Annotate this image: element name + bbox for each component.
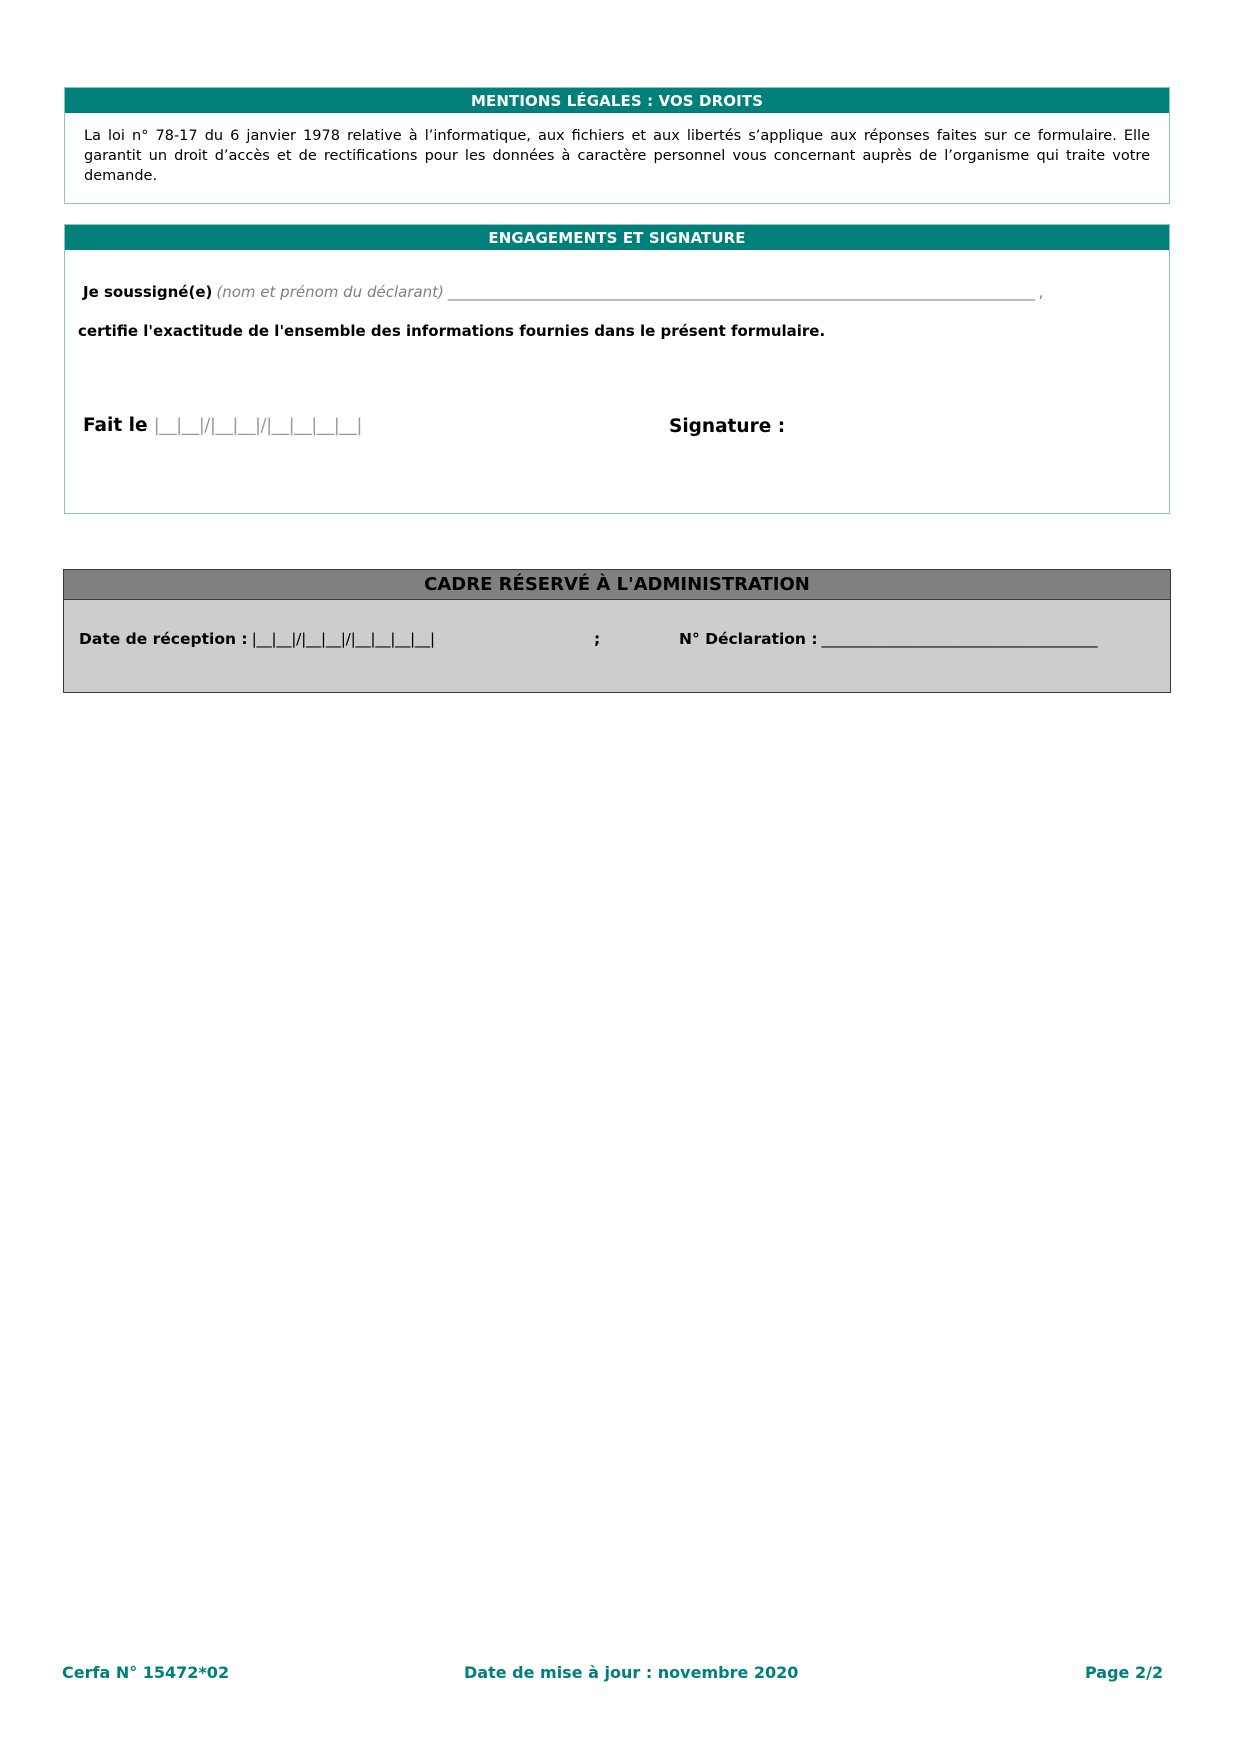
footer-update-date: Date de mise à jour : novembre 2020 — [464, 1663, 799, 1682]
engagement-signature-section — [64, 224, 1170, 514]
declaration-number-line — [679, 630, 1097, 648]
declaration-number-field[interactable]: ______________________________________ — [821, 630, 1098, 648]
declarant-label: Je soussigné(e) — [83, 283, 213, 301]
footer-page-number: Page 2/2 — [1085, 1663, 1164, 1682]
signature-date-label: Fait le — [83, 415, 148, 436]
certification-statement: certifie l'exactitude de l'ensemble des informations fournies dans le présent formulaire. — [78, 322, 826, 340]
signature-date-line — [83, 415, 362, 436]
declarant-name-field[interactable]: _____________________________________________________________________________________ , — [447, 283, 1043, 301]
footer-cerfa-number: Cerfa N° 15472*02 — [62, 1663, 230, 1682]
admin-separator: ; — [594, 630, 601, 648]
admin-reserved-section — [63, 569, 1171, 693]
legal-notice-title: MENTIONS LÉGALES : VOS DROITS — [65, 88, 1169, 113]
reception-date-label: Date de réception : — [79, 630, 248, 648]
reception-date-line — [79, 630, 435, 648]
declaration-number-label: N° Déclaration : — [679, 630, 818, 648]
engagement-signature-title: ENGAGEMENTS ET SIGNATURE — [65, 225, 1169, 250]
declarant-name-line — [83, 283, 1043, 301]
declarant-hint: (nom et prénom du déclarant) — [216, 283, 444, 301]
admin-reserved-title: CADRE RÉSERVÉ À L'ADMINISTRATION — [64, 570, 1170, 600]
legal-notice-text: La loi n° 78-17 du 6 janvier 1978 relative à l’informatique, aux fichiers et aux libertés s’applique aux réponses faites sur ce formulaire. Elle garantit un droit d’accès et de rectifications pour les données à caractère personnel vous concernant auprès de l’organisme qui traite votre demande. — [84, 128, 1150, 184]
signature-date-field[interactable]: |__|__|/|__|__|/|__|__|__|__| — [153, 415, 362, 436]
signature-label: Signature : — [669, 416, 786, 437]
reception-date-field[interactable]: |__|__|/|__|__|/|__|__|__|__| — [251, 630, 435, 648]
legal-notice-section — [64, 87, 1170, 204]
